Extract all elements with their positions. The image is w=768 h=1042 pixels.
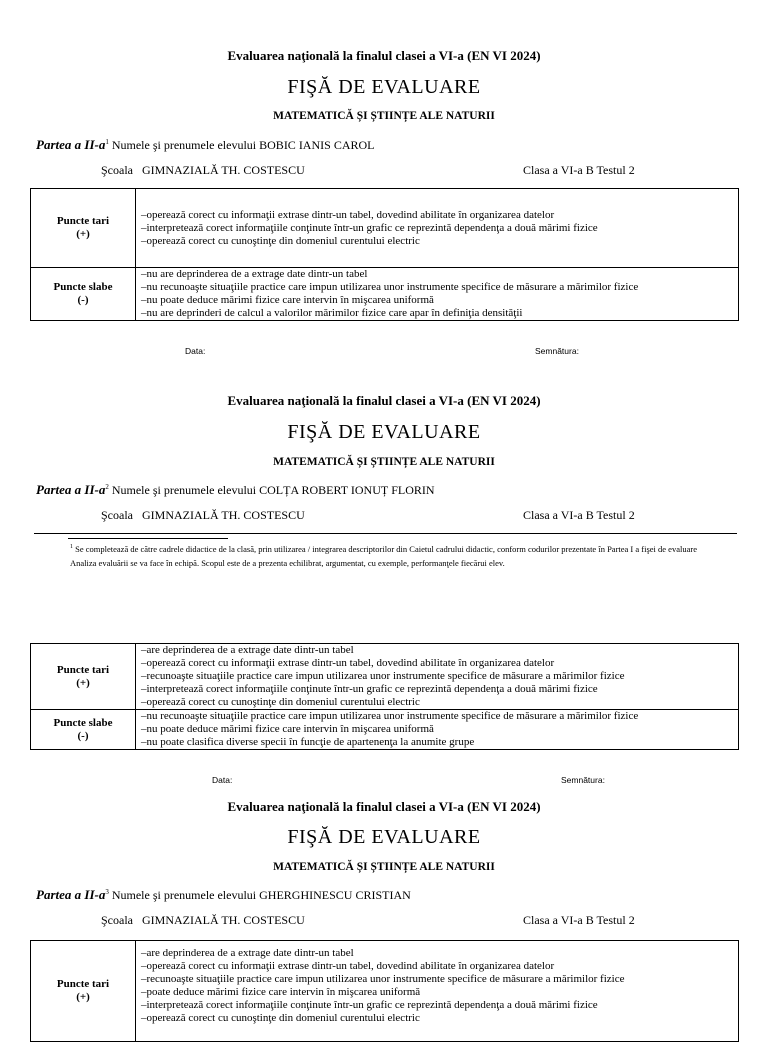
form2-signature-label: Semnătura:	[561, 775, 605, 785]
form1-weaknesses-label-cell	[31, 268, 136, 321]
form2-weaknesses-sign: (-)	[77, 729, 89, 742]
list-item: –nu poate clasifica diverse specii în funcţie de apartenenţa la anumite grupe	[141, 736, 475, 748]
form3-student-line	[36, 887, 411, 903]
form3-school-name: GIMNAZIALĂ TH. COSTESCU	[142, 913, 305, 927]
form1-strengths-row	[31, 189, 739, 268]
form1-student-name: BOBIC IANIS CAROL	[259, 138, 375, 152]
list-item: –nu poate deduce mărimi fizice care intervin în mişcarea uniformă	[141, 723, 434, 735]
form2-school-line	[101, 508, 305, 523]
form1-date-label: Data:	[185, 346, 206, 356]
form2-footnote-mark: 2	[105, 483, 109, 491]
form3-header: Evaluarea naţională la finalul clasei a VI-a (EN VI 2024)	[227, 799, 541, 814]
form2-student-name: COLȚA ROBERT IONUȚ FLORIN	[259, 483, 435, 497]
form2-date-label: Data:	[212, 775, 233, 785]
list-item: –are deprinderea de a extrage date dintr-un tabel	[141, 947, 354, 959]
footnote-text: Se completează de către cadrele didactice de la clasă, prin utilizarea / integrarea descriptorilor din Caietul cadrului didactic, conform codurilor prezentate în Partea I a fişei de evaluare Analiza evaluării se va face în echipă. Scopul este de a prezenta echilibrat, argumentat, cu exemple, performanţele fiecărui elev.	[70, 543, 697, 568]
form3-strengths-label-cell	[31, 941, 136, 1042]
form1-school-name: GIMNAZIALĂ TH. COSTESCU	[142, 163, 305, 177]
list-item: –recunoaşte situaţiile practice care impun utilizarea unor instrumente specifice de măsurare a mărimilor fizice	[141, 670, 625, 682]
list-item: –interpretează corect informaţiile conţinute într-un grafic ce reprezintă dependenţa a două mărimi fizice	[141, 221, 598, 234]
form3-subject: MATEMATICĂ ȘI ȘTIINȚE ALE NATURII	[273, 861, 495, 873]
form2-student-label: Numele şi prenumele elevului	[111, 483, 257, 497]
list-item: –nu recunoaşte situaţiile practice care impun utilizarea unor instrumente specifice de măsurare a mărimilor fizice	[141, 281, 639, 293]
form1-strengths-label-cell	[31, 189, 136, 268]
form1-strengths-list	[136, 189, 739, 268]
form1-school-label: Şcoala	[101, 163, 133, 177]
list-item: –recunoaşte situaţiile practice care impun utilizarea unor instrumente specifice de măsurare a mărimilor fizice	[141, 973, 625, 985]
form1-student-line	[36, 137, 374, 153]
list-item: –operează corect cu cunoştinţe din domeniul curentului electric	[141, 1012, 420, 1024]
form2-class: Clasa a VI-a B Testul 2	[523, 508, 635, 522]
form3-school-label: Şcoala	[101, 913, 133, 927]
form3-student-name: GHERGHINESCU CRISTIAN	[259, 888, 411, 902]
list-item: –operează corect cu informaţii extrase dintr-un tabel, dovedind abilitate în organizarea datelor	[141, 657, 555, 669]
form1-signature-label: Semnătura:	[535, 346, 579, 356]
list-item: –nu are deprinderi de calcul a valorilor mărimilor fizice care apar în definiţia densităţii	[141, 307, 523, 319]
form1-strengths-label: Puncte tari	[56, 215, 110, 227]
form1-class: Clasa a VI-a B Testul 2	[523, 163, 635, 177]
list-item: –nu recunoaşte situaţiile practice care impun utilizarea unor instrumente specifice de măsurare a mărimilor fizice	[141, 710, 639, 722]
form3-part-label: Partea a II-a	[36, 887, 106, 902]
form1-weaknesses-label: Puncte slabe	[53, 281, 113, 293]
form2-strengths-label-cell	[31, 644, 136, 710]
list-item: –operează corect cu cunoştinţe din domeniul curentului electric	[141, 234, 420, 247]
form1-weaknesses-row	[31, 268, 739, 321]
page-footer-rule	[34, 533, 737, 534]
form2-school-label: Şcoala	[101, 508, 133, 522]
footnote	[70, 540, 710, 570]
form2-weaknesses-label-cell	[31, 710, 136, 750]
form3-title: FIŞĂ DE EVALUARE	[287, 826, 481, 848]
form3-strengths-row	[31, 941, 739, 1042]
list-item: –operează corect cu cunoştinţe din domeniul curentului electric	[141, 696, 420, 708]
list-item: –nu poate deduce mărimi fizice care intervin în mişcarea uniformă	[141, 294, 434, 306]
form2-weaknesses-list	[136, 710, 739, 750]
form1-strengths-sign: (+)	[76, 228, 90, 240]
list-item: –interpretează corect informaţiile conţinute într-un grafic ce reprezintă dependenţa a două mărimi fizice	[141, 999, 598, 1011]
form1-header: Evaluarea naţională la finalul clasei a VI-a (EN VI 2024)	[227, 48, 541, 63]
form1-evaluation-table	[30, 188, 739, 321]
form3-student-label: Numele şi prenumele elevului	[111, 888, 257, 902]
form1-school-line	[101, 163, 305, 178]
form2-strengths-label: Puncte tari	[56, 663, 110, 676]
form2-strengths-list	[136, 644, 739, 710]
footnote-separator	[68, 538, 228, 539]
list-item: –operează corect cu informaţii extrase dintr-un tabel, dovedind abilitate în organizarea datelor	[141, 208, 555, 221]
form2-header: Evaluarea naţională la finalul clasei a VI-a (EN VI 2024)	[227, 393, 541, 408]
form2-evaluation-table	[30, 643, 739, 750]
form2-part-label: Partea a II-a	[36, 482, 106, 497]
list-item: –nu are deprinderea de a extrage date dintr-un tabel	[141, 268, 368, 280]
form1-student-label: Numele şi prenumele elevului	[111, 138, 257, 152]
form1-part-label: Partea a II-a	[36, 137, 106, 152]
form3-strengths-list	[136, 941, 739, 1042]
form3-school-line	[101, 913, 305, 928]
form1-weaknesses-list	[136, 268, 739, 321]
form2-subject: MATEMATICĂ ȘI ȘTIINȚE ALE NATURII	[273, 456, 495, 468]
list-item: –are deprinderea de a extrage date dintr-un tabel	[141, 644, 354, 656]
footnote-mark: 1	[70, 544, 73, 550]
form3-strengths-sign: (+)	[76, 991, 90, 1003]
form1-subject: MATEMATICĂ ȘI ȘTIINȚE ALE NATURII	[273, 110, 495, 122]
list-item: –operează corect cu informaţii extrase dintr-un tabel, dovedind abilitate în organizarea datelor	[141, 960, 555, 972]
form3-class: Clasa a VI-a B Testul 2	[523, 913, 635, 927]
form3-footnote-mark: 3	[105, 888, 109, 896]
form2-strengths-row	[31, 644, 739, 710]
form1-footnote-mark: 1	[105, 138, 109, 146]
form3-strengths-label: Puncte tari	[56, 978, 110, 990]
form2-strengths-sign: (+)	[76, 676, 90, 689]
form2-student-line	[36, 482, 435, 498]
form1-title: FIŞĂ DE EVALUARE	[287, 76, 481, 98]
form1-weaknesses-sign: (-)	[77, 294, 89, 306]
list-item: –poate deduce mărimi fizice care intervin în mişcarea uniformă	[141, 986, 421, 998]
form2-weaknesses-row	[31, 710, 739, 750]
list-item: –interpretează corect informaţiile conţinute într-un grafic ce reprezintă dependenţa a două mărimi fizice	[141, 683, 598, 695]
form3-evaluation-table	[30, 940, 739, 1042]
form2-weaknesses-label: Puncte slabe	[53, 716, 113, 729]
form2-school-name: GIMNAZIALĂ TH. COSTESCU	[142, 508, 305, 522]
form2-title: FIŞĂ DE EVALUARE	[287, 421, 481, 443]
